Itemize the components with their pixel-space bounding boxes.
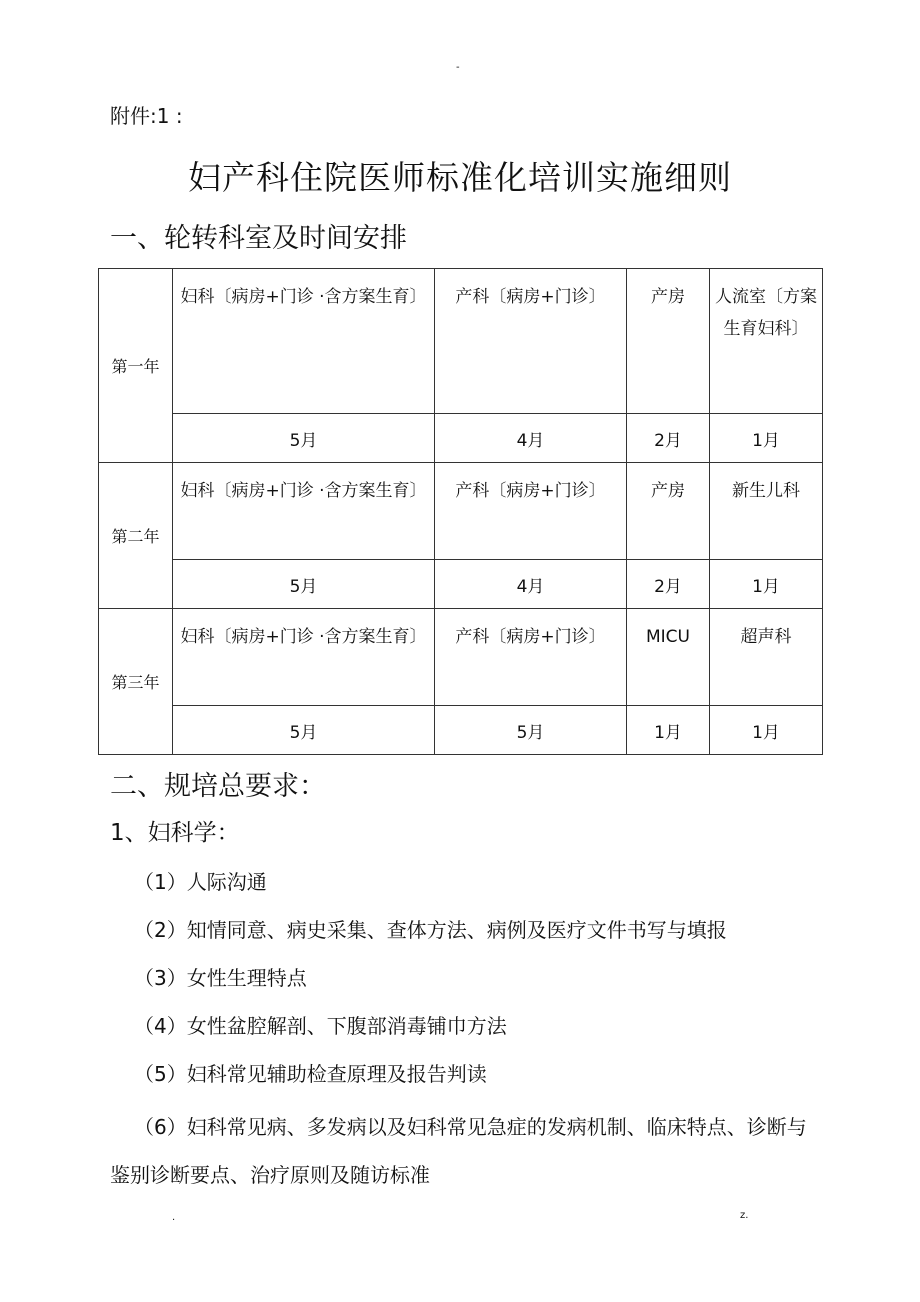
duration-cell: 1月 [627, 706, 710, 755]
duration-cell: 5月 [173, 414, 435, 463]
department-cell: 产科〔病房+门诊〕 [435, 269, 627, 414]
requirement-item: （1）人际沟通 [134, 870, 267, 894]
requirement-item: （4）女性盆腔解剖、下腹部消毒铺巾方法 [134, 1014, 507, 1038]
department-cell: 产房 [627, 269, 710, 414]
attachment-label: 附件:1 : [110, 104, 183, 128]
rotation-table [98, 268, 823, 755]
department-cell: MICU [627, 609, 710, 706]
department-cell: 妇科〔病房+门诊 ·含方案生育〕 [173, 269, 435, 414]
requirement-item: （3）女性生理特点 [134, 966, 307, 990]
year-label: 第一年 [99, 269, 173, 463]
department-cell: 妇科〔病房+门诊 ·含方案生育〕 [173, 463, 435, 560]
duration-cell: 5月 [435, 706, 627, 755]
department-cell: 产房 [627, 463, 710, 560]
duration-cell: 1月 [710, 560, 823, 609]
duration-cell: 2月 [627, 414, 710, 463]
department-cell: 新生儿科 [710, 463, 823, 560]
footer-mark-right: z. [740, 1210, 749, 1221]
footer-mark-left: . [172, 1212, 176, 1223]
subsection-heading-gynecology: 1、妇科学： [110, 820, 240, 846]
duration-cell: 5月 [173, 560, 435, 609]
requirement-item: （5）妇科常见辅助检查原理及报告判读 [134, 1062, 487, 1086]
duration-cell: 1月 [710, 414, 823, 463]
department-cell: 超声科 [710, 609, 823, 706]
department-cell: 人流室〔方案生育妇科〕 [710, 269, 823, 414]
duration-cell: 1月 [710, 706, 823, 755]
requirement-item: （6）妇科常见病、多发病以及妇科常见急症的发病机制、临床特点、诊断与鉴别诊断要点、治疗原则及随访标准 [110, 1115, 807, 1187]
section-heading-requirements: 二、规培总要求： [110, 771, 326, 802]
year-label: 第二年 [99, 463, 173, 609]
document-title: 妇产科住院医师标准化培训实施细则 [188, 158, 732, 197]
duration-cell: 2月 [627, 560, 710, 609]
department-cell: 产科〔病房+门诊〕 [435, 463, 627, 560]
duration-cell: 4月 [435, 414, 627, 463]
requirement-item: （2）知情同意、病史采集、查体方法、病例及医疗文件书写与填报 [134, 918, 727, 942]
section-heading-rotation: 一、轮转科室及时间安排 [110, 223, 407, 254]
department-cell: 妇科〔病房+门诊 ·含方案生育〕 [173, 609, 435, 706]
department-cell: 产科〔病房+门诊〕 [435, 609, 627, 706]
duration-cell: 5月 [173, 706, 435, 755]
header-mark: - [456, 62, 460, 73]
duration-cell: 4月 [435, 560, 627, 609]
year-label: 第三年 [99, 609, 173, 755]
